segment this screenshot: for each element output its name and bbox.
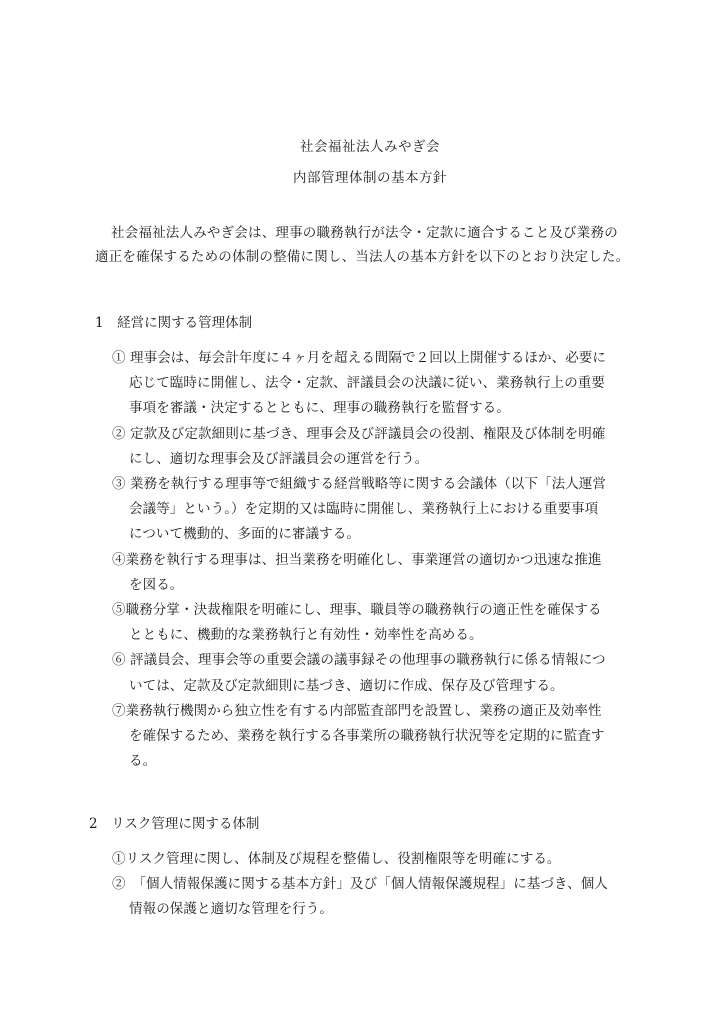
section-1-heading: 1 経営に関する管理体制 [95, 315, 253, 331]
item-line: を確保するため、業務を執行する各事業所の職務執行状況等を定期的に監査す [129, 728, 605, 745]
item-line: 情報の保護と適切な管理を行う。 [129, 901, 333, 918]
item-line: 応じて臨時に開催し、法令・定款、評議員会の決議に従い、業務執行上の重要 [129, 375, 605, 392]
item-line: ①リスク管理に関し、体制及び規程を整備し、役割権限等を明確にする。 [112, 851, 561, 867]
item-line: ① 理事会は、毎会計年度に４ヶ月を超える間隔で２回以上開催するほか、必要に [112, 350, 606, 366]
item-line: ⑦業務執行機関から独立性を有する内部監査部門を設置し、業務の適正及効率性 [112, 702, 602, 719]
item-line: ⑥ 評議員会、理事会等の重要会議の議事録その他理事の職務執行に係る情報につ [112, 652, 606, 669]
item-line: を図る。 [129, 576, 184, 593]
item-line: ③ 業務を執行する理事等で組織する経営戦略等に関する会議体（以下「法人運営 [112, 476, 606, 493]
item-line: ② 定款及び定款細則に基づき、理事会及び評議員会の役割、権限及び体制を明確 [112, 425, 606, 442]
item-line: ② 「個人情報保護に関する基本方針」及び「個人情報保護規程」に基づき、個人 [112, 876, 608, 893]
intro-line: 適正を確保するための体制の整備に関し、当法人の基本方針を以下のとおり決定した。 [95, 249, 630, 265]
item-line: とともに、機動的な業務執行と有効性・効率性を高める。 [129, 627, 483, 644]
section-2-items [112, 847, 672, 923]
item-line: 事項を審議・決定するとともに、理事の職務執行を監督する。 [129, 400, 510, 417]
item-line: 会議等」という。）を定期的又は臨時に開催し、業務執行上における重要事項 [129, 501, 599, 518]
item-line: について機動的、多面的に審議する。 [129, 526, 360, 543]
item-line: ④業務を執行する理事は、担当業務を明確化し、事業運営の適切かつ迅速な推進 [112, 551, 602, 568]
item-line: ⑤職務分掌・決裁権限を明確にし、理事、職員等の職務執行の適正性を確保する [112, 602, 602, 619]
intro-line: 社会福祉法人みやぎ会は、理事の職務執行が法令・定款に適合すること及び業務の [111, 225, 618, 241]
intro-paragraph [95, 221, 675, 269]
item-line: いては、定款及び定款細則に基づき、適切に作成、保存及び管理する。 [129, 677, 564, 694]
organization-title: 社会福祉法人みやぎ会 [300, 139, 440, 155]
policy-title: 内部管理体制の基本方針 [293, 170, 447, 186]
section-1-items [112, 346, 672, 774]
item-line: る。 [129, 753, 157, 770]
item-line: にし、適切な理事会及び評議員会の運営を行う。 [129, 450, 429, 467]
section-2-heading: 2 リスク管理に関する体制 [89, 816, 260, 832]
